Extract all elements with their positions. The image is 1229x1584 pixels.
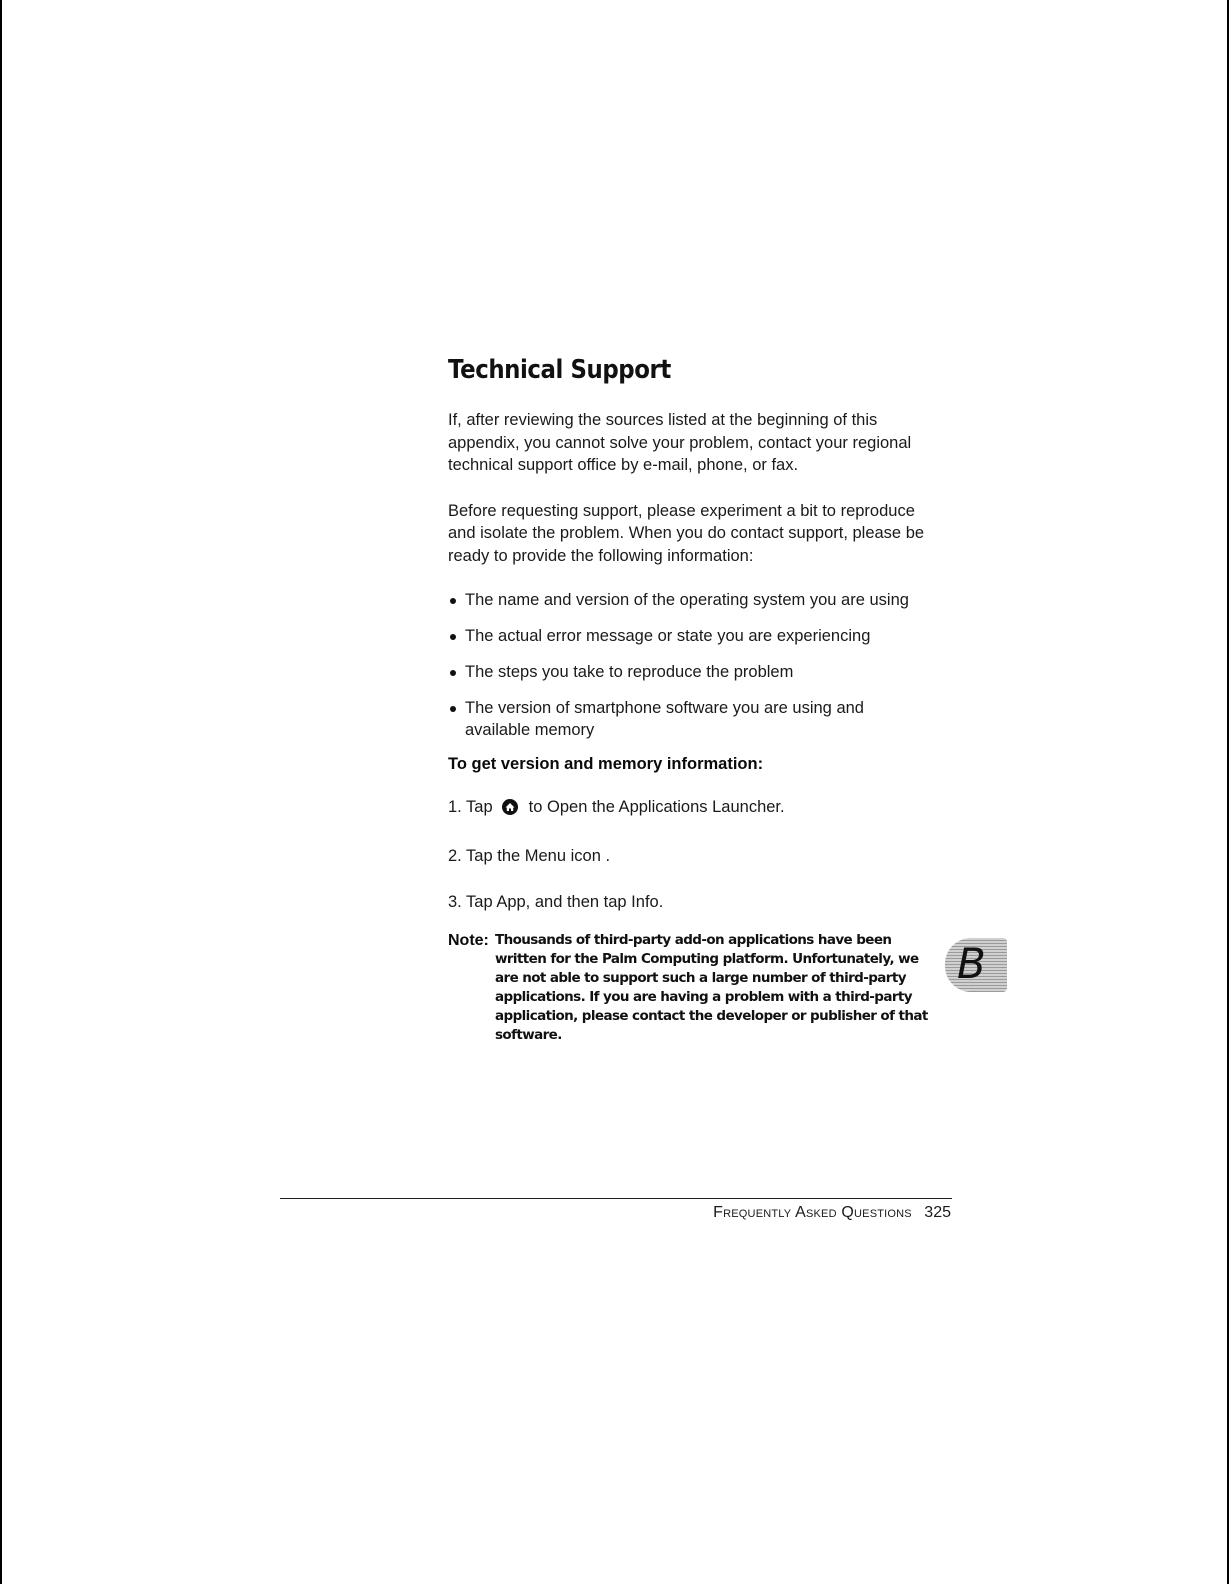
list-item: The version of smartphone software you are using and available memory <box>448 697 928 741</box>
page-footer <box>713 1203 951 1223</box>
appendix-tab <box>945 938 1007 992</box>
bullet-icon <box>450 670 456 676</box>
note-block <box>448 931 928 1045</box>
page-number: 325 <box>924 1204 951 1221</box>
step-2: 2. Tap the Menu icon . <box>448 847 611 865</box>
bullet-icon <box>450 598 456 604</box>
main-content <box>448 355 928 1045</box>
list-item: The actual error message or state you are experiencing <box>448 625 928 647</box>
procedure-heading: To get version and memory information: <box>448 755 764 773</box>
step-3: 3. Tap App, and then tap Info. <box>448 893 664 911</box>
page-border-left <box>0 0 2 1584</box>
before-requesting-paragraph: Before requesting support, please experiment a bit to reproduce and isolate the problem. When you do contact support, please be ready to provide the following information: <box>448 501 925 565</box>
bullet-icon <box>450 634 456 640</box>
section-title: Technical Support <box>448 355 671 385</box>
home-icon <box>501 798 519 816</box>
list-item: The name and version of the operating system you are using <box>448 589 928 611</box>
note-label: Note: <box>448 932 489 949</box>
intro-paragraph: If, after reviewing the sources listed at the beginning of this appendix, you cannot solve your problem, contact your regional technical support office by e-mail, phone, or fax. <box>448 411 912 474</box>
step-1: 1. Tap to Open the Applications Launcher. <box>448 798 785 816</box>
bullet-icon <box>450 706 456 712</box>
list-item: The steps you take to reproduce the problem <box>448 661 928 683</box>
footer-divider <box>280 1198 952 1199</box>
appendix-tab-letter: B <box>957 939 986 988</box>
footer-chapter-label: Frequently Asked Questions <box>713 1204 912 1221</box>
info-bullet-list <box>448 589 928 741</box>
note-text: Thousands of third-party add-on applications have been written for the Palm Computing platform. Unfortunately, we are not able to support such a large number of third-party applications. If you are having a problem with a third-party application, please contact the developer or publisher of that software. <box>495 932 928 1043</box>
